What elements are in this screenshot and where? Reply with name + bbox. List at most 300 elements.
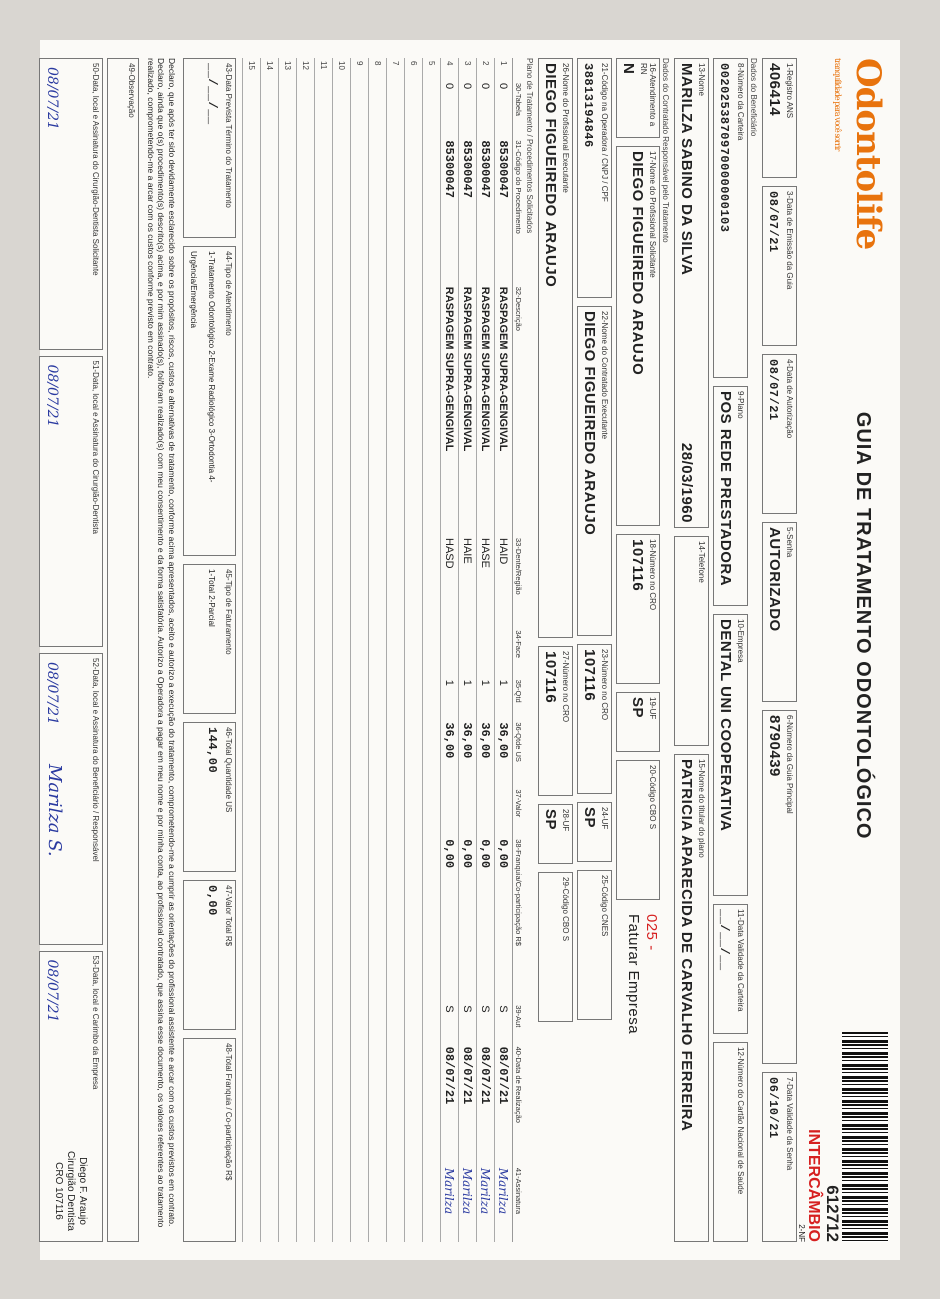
cell-descricao[interactable] (333, 283, 351, 534)
cell-assinatura[interactable] (261, 1164, 279, 1241)
cell-dente[interactable]: HAID (495, 535, 513, 627)
cell-valor[interactable] (423, 786, 441, 836)
field-25[interactable] (577, 870, 612, 1020)
cell-face[interactable] (297, 627, 315, 676)
cell-descricao[interactable] (297, 283, 315, 534)
table-row (261, 58, 279, 1242)
cell-aut[interactable] (297, 1002, 315, 1043)
cell-descricao[interactable] (279, 283, 297, 534)
cell-descricao[interactable]: RASPAGEM SUPRA-GENGIVAL (495, 283, 513, 534)
field-43[interactable] (183, 58, 236, 238)
cell-tabela[interactable] (369, 80, 387, 137)
cell-assinatura[interactable] (405, 1164, 423, 1241)
field-46-value: 144,00 (205, 726, 219, 773)
cell-codigo[interactable] (243, 137, 261, 283)
cell-dente[interactable] (279, 535, 297, 627)
cell-us[interactable]: 36,00 (441, 719, 459, 786)
field-8-value: 0020253870970000000103 (717, 62, 731, 232)
header-row (804, 58, 888, 1242)
field-19-label: 19-UF (648, 696, 657, 719)
cell-tabela[interactable] (351, 80, 369, 137)
cell-dente[interactable]: HAIE (459, 535, 477, 627)
cell-qtd[interactable]: 1 (495, 676, 513, 719)
cell-assinatura[interactable] (297, 1164, 315, 1241)
field-11-label: 11-Data Validade da Carteira (736, 908, 745, 1011)
cell-us[interactable] (261, 719, 279, 786)
cell-franquia[interactable]: 0,00 (459, 836, 477, 1002)
cell-assinatura[interactable] (315, 1164, 333, 1241)
cell-data[interactable] (279, 1043, 297, 1164)
cell-valor[interactable] (459, 786, 477, 836)
stamp-role: Cirurgião Dentista (65, 1150, 77, 1231)
procedures-header (513, 58, 525, 1242)
cell-codigo[interactable] (297, 137, 315, 283)
table-row (351, 58, 369, 1242)
cell-assinatura[interactable]: Marilza (459, 1164, 477, 1241)
cell-aut[interactable] (333, 1002, 351, 1043)
cell-valor[interactable] (297, 786, 315, 836)
cell-codigo[interactable] (369, 137, 387, 283)
field-8[interactable] (713, 58, 748, 378)
field-22-label: 22-Nome do Contratado Executante (600, 310, 609, 439)
cell-data[interactable] (315, 1043, 333, 1164)
cell-us[interactable] (279, 719, 297, 786)
cell-codigo[interactable]: 85300047 (459, 137, 477, 283)
field-47-value: 0,00 (205, 884, 219, 916)
cell-franquia[interactable] (369, 836, 387, 1002)
field-18-label: 18-Número no CRO (648, 538, 657, 610)
cell-dente[interactable]: HASE (477, 535, 495, 627)
cell-us[interactable] (297, 719, 315, 786)
cell-dente[interactable] (243, 535, 261, 627)
field-51-label: 51-Data, local e Assinatura do Cirurgião-Dentista (91, 360, 101, 534)
cell-tabela[interactable] (261, 80, 279, 137)
cell-us[interactable]: 36,00 (459, 719, 477, 786)
cell-data[interactable] (405, 1043, 423, 1164)
cell-qtd[interactable] (243, 676, 261, 719)
cell-valor[interactable] (369, 786, 387, 836)
table-row (495, 58, 513, 1242)
cell-face[interactable] (405, 627, 423, 676)
cell-face[interactable] (369, 627, 387, 676)
field-12[interactable] (713, 1042, 748, 1242)
cell-us[interactable] (351, 719, 369, 786)
field-16[interactable] (616, 58, 660, 138)
field-50[interactable] (39, 58, 103, 350)
cell-data[interactable]: 08/07/21 (459, 1043, 477, 1164)
field-27-value: 107116 (542, 650, 559, 703)
cell-franquia[interactable]: 0,00 (477, 836, 495, 1002)
cell-assinatura[interactable] (279, 1164, 297, 1241)
cell-descricao[interactable] (351, 283, 369, 534)
cell-us[interactable]: 36,00 (495, 719, 513, 786)
field-44[interactable] (183, 246, 236, 556)
field-44-label: 44-Tipo de Atendimento (224, 250, 233, 336)
cell-tabela[interactable]: 0 (459, 80, 477, 137)
cell-qtd[interactable]: 1 (441, 676, 459, 719)
field-12-label: 12-Número do Cartão Nacional de Saúde (736, 1046, 745, 1194)
row-number: 10 (333, 58, 351, 80)
cell-aut[interactable] (405, 1002, 423, 1043)
field-25-label: 25-Código CNES (600, 874, 609, 936)
form-code: 2-NF (797, 1223, 806, 1242)
cell-face[interactable] (495, 627, 513, 676)
cell-franquia[interactable] (279, 836, 297, 1002)
cell-assinatura[interactable] (243, 1164, 261, 1241)
cell-aut[interactable]: S (495, 1002, 513, 1043)
cell-descricao[interactable] (261, 283, 279, 534)
cell-tabela[interactable]: 0 (441, 80, 459, 137)
field-53[interactable] (39, 950, 103, 1242)
field-52[interactable] (39, 653, 103, 945)
cell-aut[interactable] (387, 1002, 405, 1043)
cell-descricao[interactable] (387, 283, 405, 534)
code-025: 025 - (643, 913, 660, 951)
cell-aut[interactable] (279, 1002, 297, 1043)
field-45[interactable] (183, 564, 236, 714)
field-49[interactable] (107, 58, 139, 1242)
cell-data[interactable] (351, 1043, 369, 1164)
cell-qtd[interactable] (423, 676, 441, 719)
field-50-label: 50-Data, local e Assinatura do Cirurgião-Dentista Solicitante (91, 62, 101, 276)
cell-dente[interactable] (261, 535, 279, 627)
row-number: 8 (369, 58, 387, 80)
col-header: 41-Assinatura (513, 1164, 525, 1241)
field-47-label: 47-Valor Total R$ (224, 884, 233, 946)
cell-valor[interactable] (387, 786, 405, 836)
field-22[interactable] (577, 306, 612, 636)
field-46[interactable] (183, 722, 236, 872)
cell-franquia[interactable]: 0,00 (495, 836, 513, 1002)
cell-assinatura[interactable] (351, 1164, 369, 1241)
cell-qtd[interactable] (405, 676, 423, 719)
cell-us[interactable] (315, 719, 333, 786)
cell-us[interactable] (423, 719, 441, 786)
cell-valor[interactable] (495, 786, 513, 836)
table-row (315, 58, 333, 1242)
cell-franquia[interactable] (315, 836, 333, 1002)
cell-face[interactable] (423, 627, 441, 676)
field-14[interactable] (674, 536, 709, 746)
cell-codigo[interactable]: 85300047 (441, 137, 459, 283)
cell-qtd[interactable] (261, 676, 279, 719)
cell-dente[interactable] (387, 535, 405, 627)
cell-aut[interactable]: S (441, 1002, 459, 1043)
table-row (387, 58, 405, 1242)
cell-descricao[interactable] (315, 283, 333, 534)
cell-codigo[interactable] (279, 137, 297, 283)
cell-codigo[interactable]: 85300047 (495, 137, 513, 283)
field-3-value: 08/07/21 (766, 190, 780, 253)
col-header: 31-Código do Procedimento (513, 137, 525, 283)
procedures-table (242, 58, 524, 1242)
field-28[interactable] (538, 804, 573, 864)
field-15-label: 15-Nome do titular do plano (697, 758, 706, 858)
field-9-value: POS REDE PRESTADORA (717, 390, 734, 586)
cell-aut[interactable]: S (477, 1002, 495, 1043)
cell-tabela[interactable] (405, 80, 423, 137)
cell-descricao[interactable]: RASPAGEM SUPRA-GENGIVAL (459, 283, 477, 534)
field-13[interactable] (674, 58, 709, 528)
cell-codigo[interactable]: 85300047 (477, 137, 495, 283)
cell-aut[interactable] (261, 1002, 279, 1043)
field-28-label: 28-UF (561, 808, 570, 831)
cell-aut[interactable] (351, 1002, 369, 1043)
cell-tabela[interactable]: 0 (477, 80, 495, 137)
cell-valor[interactable] (351, 786, 369, 836)
field-47[interactable] (183, 880, 236, 1030)
field-50-date: 08/07/21 (44, 66, 61, 130)
cell-assinatura[interactable] (333, 1164, 351, 1241)
cell-dente[interactable] (405, 535, 423, 627)
field-29[interactable] (538, 872, 573, 1022)
cell-franquia[interactable]: 0,00 (441, 836, 459, 1002)
cell-data[interactable]: 08/07/21 (441, 1043, 459, 1164)
col-header: 34-Face (513, 627, 525, 676)
table-row (441, 58, 459, 1242)
cell-valor[interactable] (441, 786, 459, 836)
cell-tabela[interactable]: 0 (495, 80, 513, 137)
cell-face[interactable] (315, 627, 333, 676)
cell-codigo[interactable] (405, 137, 423, 283)
field-4[interactable] (762, 354, 797, 514)
cell-dente[interactable] (369, 535, 387, 627)
field-17[interactable] (616, 146, 660, 526)
cell-qtd[interactable] (351, 676, 369, 719)
field-16-label: 16-Atendimento a RN (639, 62, 657, 126)
cell-codigo[interactable] (333, 137, 351, 283)
field-9[interactable] (713, 386, 748, 606)
cell-assinatura[interactable] (423, 1164, 441, 1241)
field-23[interactable] (577, 644, 612, 794)
field-7[interactable] (762, 1072, 797, 1242)
cell-qtd[interactable] (297, 676, 315, 719)
field-45-options: 1-Total 2-Parcial (207, 568, 216, 627)
cell-face[interactable] (459, 627, 477, 676)
field-26[interactable] (538, 58, 573, 638)
cell-franquia[interactable] (297, 836, 315, 1002)
cell-descricao[interactable] (243, 283, 261, 534)
col-header: 40-Data de Realização (513, 1043, 525, 1164)
field-28-value: SP (542, 808, 559, 830)
cell-franquia[interactable] (243, 836, 261, 1002)
cell-us[interactable] (405, 719, 423, 786)
field-14-label: 14-Telefone (697, 540, 706, 583)
field-20[interactable] (616, 760, 660, 900)
cell-codigo[interactable] (315, 137, 333, 283)
cell-franquia[interactable] (405, 836, 423, 1002)
cell-tabela[interactable] (387, 80, 405, 137)
brand-tagline: tranquilidade para você sorrir (833, 57, 842, 150)
field-29-label: 29-Código CBO S (561, 876, 570, 941)
cell-franquia[interactable] (423, 836, 441, 1002)
cell-dente[interactable] (315, 535, 333, 627)
cell-valor[interactable] (243, 786, 261, 836)
table-row (369, 58, 387, 1242)
cell-descricao[interactable]: RASPAGEM SUPRA-GENGIVAL (477, 283, 495, 534)
col-header: 32-Descrição (513, 283, 525, 534)
cell-assinatura[interactable]: Marilza (495, 1164, 513, 1241)
cell-data[interactable] (261, 1043, 279, 1164)
field-3[interactable] (762, 186, 797, 346)
field-6[interactable] (762, 710, 797, 1064)
cell-descricao[interactable] (405, 283, 423, 534)
cell-face[interactable] (441, 627, 459, 676)
cell-valor[interactable] (405, 786, 423, 836)
field-24-value: SP (581, 806, 598, 828)
cell-face[interactable] (387, 627, 405, 676)
guia-sheet (40, 40, 900, 1260)
dentist-stamp (52, 1150, 88, 1230)
table-row (279, 58, 297, 1242)
table-row (243, 58, 261, 1242)
cell-assinatura[interactable] (387, 1164, 405, 1241)
cell-us[interactable] (243, 719, 261, 786)
cell-codigo[interactable] (387, 137, 405, 283)
col-header: 33-Dente/Região (513, 535, 525, 627)
cell-qtd[interactable] (279, 676, 297, 719)
stamp-name: Diego F. Araujo (77, 1156, 89, 1225)
field-13-label: 13-Nome (697, 62, 706, 96)
row-number: 11 (315, 58, 333, 80)
cell-data[interactable] (387, 1043, 405, 1164)
cell-face[interactable] (243, 627, 261, 676)
cell-dente[interactable] (423, 535, 441, 627)
cell-valor[interactable] (477, 786, 495, 836)
field-15-value: PATRICIA APARECIDA DE CARVALHO FERREIRA (678, 758, 695, 1131)
cell-tabela[interactable] (333, 80, 351, 137)
row-number: 5 (423, 58, 441, 80)
row-number: 3 (459, 58, 477, 80)
row-number: 4 (441, 58, 459, 80)
cell-aut[interactable] (423, 1002, 441, 1043)
table-row (405, 58, 423, 1242)
field-23-value: 107116 (581, 648, 598, 701)
row-number: 14 (261, 58, 279, 80)
cell-us[interactable] (369, 719, 387, 786)
cell-valor[interactable] (315, 786, 333, 836)
cell-assinatura[interactable] (369, 1164, 387, 1241)
cell-face[interactable] (333, 627, 351, 676)
field-10[interactable] (713, 614, 748, 896)
table-row (297, 58, 315, 1242)
field-46-label: 46-Total Quantidade US (224, 726, 233, 812)
cell-aut[interactable] (243, 1002, 261, 1043)
cell-valor[interactable] (261, 786, 279, 836)
cell-dente[interactable] (351, 535, 369, 627)
cell-franquia[interactable] (351, 836, 369, 1002)
cell-data[interactable]: 08/07/21 (477, 1043, 495, 1164)
cell-dente[interactable]: HASD (441, 535, 459, 627)
field-8-label: 8-Número da Carteira (736, 62, 745, 140)
field-51-date: 08/07/21 (44, 364, 61, 427)
cell-face[interactable] (477, 627, 495, 676)
cell-descricao[interactable]: RASPAGEM SUPRA-GENGIVAL (441, 283, 459, 534)
cell-data[interactable] (333, 1043, 351, 1164)
cell-aut[interactable] (315, 1002, 333, 1043)
cell-face[interactable] (279, 627, 297, 676)
field-53-label: 53-Data, local e Carimbo da Empresa (91, 955, 101, 1089)
field-24[interactable] (577, 802, 612, 862)
brand-name: Odontolife (848, 57, 888, 249)
field-4-value: 08/07/21 (766, 358, 780, 421)
cell-descricao[interactable] (423, 283, 441, 534)
cell-assinatura[interactable]: Marilza (477, 1164, 495, 1241)
field-15[interactable] (674, 754, 709, 1242)
cell-face[interactable] (351, 627, 369, 676)
field-18[interactable] (616, 534, 660, 684)
cell-data[interactable] (297, 1043, 315, 1164)
cell-qtd[interactable] (315, 676, 333, 719)
cell-data[interactable] (243, 1043, 261, 1164)
field-51[interactable] (39, 355, 103, 647)
col-header: 38-Franquia/Co-participação R$ (513, 836, 525, 1002)
field-21[interactable] (577, 58, 612, 298)
field-52-date: 08/07/21 (44, 661, 61, 725)
cell-tabela[interactable] (315, 80, 333, 137)
field-5[interactable] (762, 522, 797, 702)
cell-us[interactable] (387, 719, 405, 786)
cell-tabela[interactable] (243, 80, 261, 137)
guia-id-block (804, 1002, 888, 1242)
field-48[interactable] (183, 1038, 236, 1242)
cell-dente[interactable] (333, 535, 351, 627)
cell-data[interactable]: 08/07/21 (495, 1043, 513, 1164)
field-27[interactable] (538, 646, 573, 796)
cell-dente[interactable] (297, 535, 315, 627)
field-7-value: 06/10/21 (766, 1076, 780, 1139)
cell-tabela[interactable] (279, 80, 297, 137)
cell-qtd[interactable]: 1 (459, 676, 477, 719)
row-number: 1 (495, 58, 513, 80)
cell-valor[interactable] (333, 786, 351, 836)
cell-assinatura[interactable]: Marilza (441, 1164, 459, 1241)
cell-codigo[interactable] (261, 137, 279, 283)
cell-qtd[interactable] (333, 676, 351, 719)
cell-franquia[interactable] (333, 836, 351, 1002)
cell-descricao[interactable] (369, 283, 387, 534)
field-26-label: 26-Nome do Profissional Executante (561, 62, 570, 193)
cell-codigo[interactable] (423, 137, 441, 283)
cell-franquia[interactable] (261, 836, 279, 1002)
cell-codigo[interactable] (351, 137, 369, 283)
cell-franquia[interactable] (387, 836, 405, 1002)
cell-tabela[interactable] (423, 80, 441, 137)
col-header: 30-Tabela (513, 80, 525, 137)
cell-aut[interactable] (369, 1002, 387, 1043)
cell-us[interactable]: 36,00 (477, 719, 495, 786)
cell-qtd[interactable] (369, 676, 387, 719)
field-6-value: 8790439 (766, 714, 783, 777)
cell-aut[interactable]: S (459, 1002, 477, 1043)
cell-valor[interactable] (279, 786, 297, 836)
table-row (333, 58, 351, 1242)
cell-data[interactable] (423, 1043, 441, 1164)
col-header: 37-Valor (513, 786, 525, 836)
cell-qtd[interactable]: 1 (477, 676, 495, 719)
cell-data[interactable] (369, 1043, 387, 1164)
cell-us[interactable] (333, 719, 351, 786)
guia-number: 612712 (823, 1184, 842, 1242)
cell-face[interactable] (261, 627, 279, 676)
field-16-value: N (620, 62, 637, 74)
field-11[interactable] (713, 904, 748, 1034)
field-19[interactable] (616, 692, 660, 752)
cell-tabela[interactable] (297, 80, 315, 137)
cell-qtd[interactable] (387, 676, 405, 719)
field-1[interactable] (762, 58, 797, 178)
field-17-label: 17-Nome do Profissional Solicitante (648, 150, 657, 278)
